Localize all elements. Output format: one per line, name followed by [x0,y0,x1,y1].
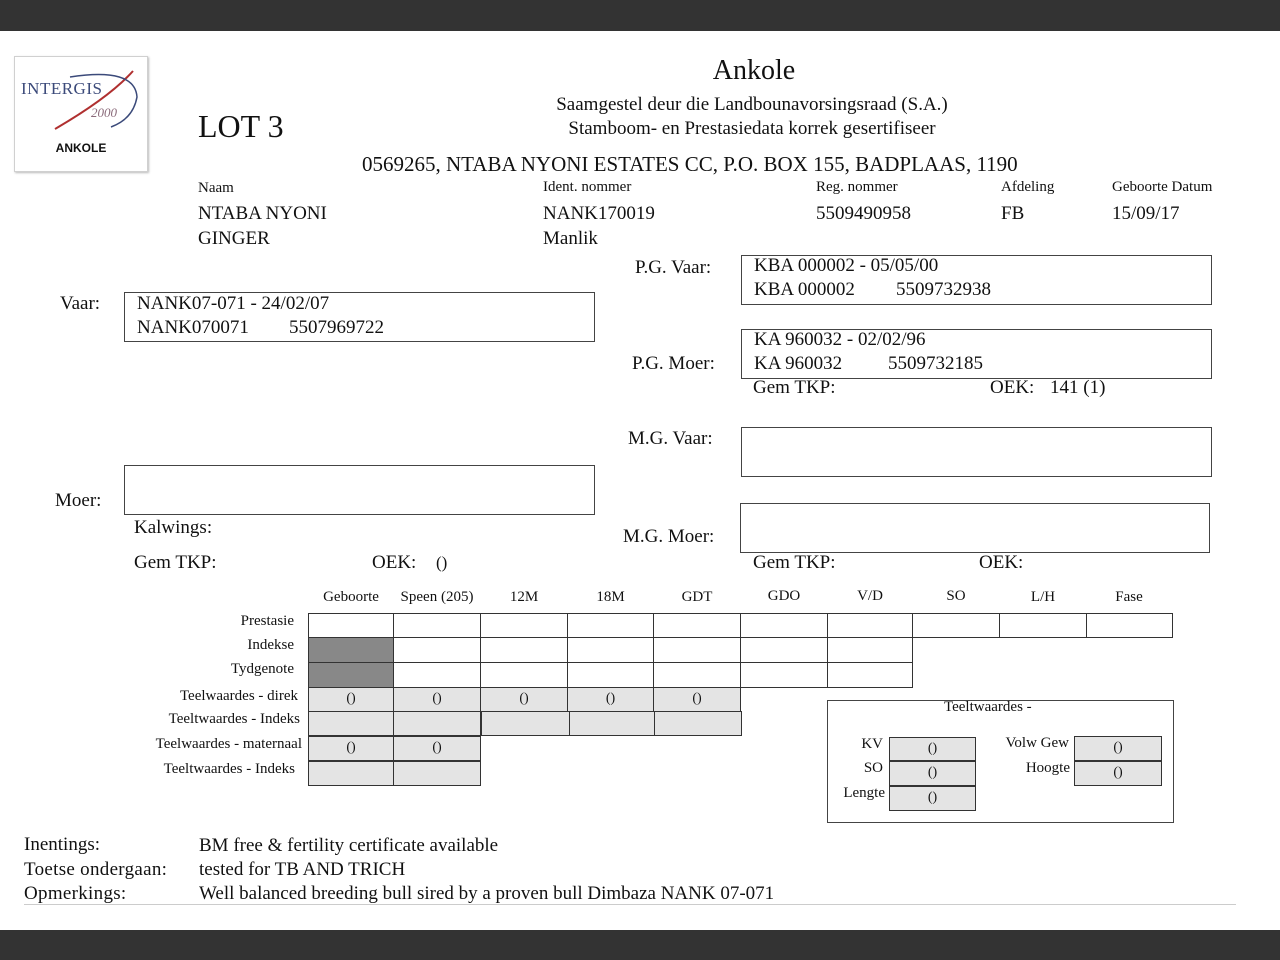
mg-moer-label: M.G. Moer: [623,526,715,547]
lengte-value: () [889,786,976,811]
cell-indeks1-speen [393,711,481,736]
vaar-box [124,292,595,342]
col-header-geboorte: Geboorte [323,589,379,605]
pg-moer-line1: KA 960032 - 02/02/96 [754,329,926,350]
logo-brand-text: INTERGIS [21,79,103,98]
col-header-vd: V/D [857,588,883,604]
cell-indeks1-gdt [654,711,742,736]
cell-maternaal-speen: () [393,736,481,761]
moer-kalwings-label: Kalwings: [134,517,213,538]
row-header-indekse: Indekse [247,637,294,653]
row-header-teelwaardes-maternaal: Teelwaardes - maternaal [155,736,302,752]
pg-moer-box [741,329,1212,379]
logo-year-text: 2000 [91,105,117,120]
pg-moer-gem-tkp-label: Gem TKP: [753,377,836,398]
breed-title: Ankole [712,55,796,86]
pg-vaar-line1: KBA 000002 - 05/05/00 [754,255,939,276]
section-label: Afdeling [1001,179,1055,195]
cell-indekse-geboorte [308,637,394,663]
compiled-by-line: Saamgestel deur die Landbounavorsingsraad (S.A.) [556,94,948,115]
toetse-label: Toetse ondergaan: [24,859,168,880]
volw-gew-label: Volw Gew [1005,735,1069,751]
certified-line: Stamboom- en Prestasiedata korrek gesertifiseer [568,118,936,139]
cell-prestasie-geboorte [308,613,394,638]
row-header-teeltwaardes-indeks-1: Teeltwaardes - Indeks [168,711,300,727]
opmerkings-label: Opmerkings: [24,883,127,904]
cell-direk-geboorte: () [308,687,394,712]
name-label: Naam [198,180,234,196]
owner-line: 0569265, NTABA NYONI ESTATES CC, P.O. BOX 155, BADPLAAS, 1190 [362,152,1018,176]
cell-prestasie-18m [567,613,654,638]
vaar-reg: 5507969722 [289,317,384,338]
moer-oek-value: () [436,553,448,572]
col-header-lh: L/H [1030,589,1056,605]
top-bar [0,0,1280,31]
cell-indeks1-geboorte [308,711,394,736]
col-header-speen: Speen (205) [400,589,474,605]
mg-moer-gem-tkp-label: Gem TKP: [753,552,836,573]
cell-prestasie-gdo [740,613,828,638]
pg-vaar-reg: 5509732938 [896,279,991,300]
sex-value: Manlik [543,228,598,249]
row-header-teelwaardes-direk: Teelwaardes - direk [179,688,298,704]
dob-value: 15/09/17 [1112,203,1180,224]
cell-tydgenote-18m [567,662,654,688]
vaar-label: Vaar: [60,293,101,314]
lot-number: LOT 3 [198,108,284,144]
cell-prestasie-so [912,613,1000,638]
logo-breed-text: ANKOLE [55,141,107,155]
cell-maternaal-geboorte: () [308,736,394,761]
pg-moer-id: KA 960032 [754,353,843,374]
vaar-line1: NANK07-071 - 24/02/07 [137,293,330,314]
cell-prestasie-fase [1086,613,1173,638]
dob-label: Geboorte Datum [1112,179,1213,195]
cell-indekse-speen [393,637,481,663]
mg-vaar-box [741,427,1212,477]
mg-moer-box [740,503,1210,553]
animal-name-line1: NTABA NYONI [198,203,327,224]
cell-prestasie-lh [999,613,1087,638]
col-header-gdt: GDT [681,589,713,605]
so-value: () [889,761,976,786]
cell-direk-18m: () [567,687,654,712]
section-value: FB [1001,203,1025,224]
cell-indeks2-speen [393,761,481,786]
kv-label: KV [861,736,883,752]
hoogte-label: Hoogte [1025,760,1070,776]
cell-direk-gdt: () [653,687,741,712]
col-header-12m: 12M [509,589,539,605]
col-header-fase: Fase [1115,589,1143,605]
opmerkings-value: Well balanced breeding bull sired by a proven bull Dimbaza NANK 07-071 [199,883,775,904]
cell-direk-12m: () [480,687,568,712]
mg-moer-oek-label: OEK: [979,552,1024,573]
moer-label: Moer: [55,490,102,511]
footer-divider [24,904,1236,905]
cell-indekse-gdt [653,637,741,663]
so-label: SO [863,760,883,776]
row-header-teeltwaardes-indeks-2: Teeltwaardes - Indeks [163,761,295,777]
cell-tydgenote-12m [480,662,568,688]
pg-moer-label: P.G. Moer: [632,353,715,374]
cell-direk-speen: () [393,687,481,712]
row-header-tydgenote: Tydgenote [230,661,294,677]
moer-oek-label: OEK: [372,552,417,573]
pg-moer-oek-value: 141 (1) [1050,377,1106,398]
cell-tydgenote-speen [393,662,481,688]
pg-vaar-box [741,255,1212,305]
toetse-value: tested for TB AND TRICH [199,859,406,880]
row-header-prestasie: Prestasie [240,613,294,629]
cell-tydgenote-geboorte [308,662,394,688]
inentings-value: BM free & fertility certificate available [199,835,499,856]
cell-indekse-18m [567,637,654,663]
moer-box [124,465,595,515]
ident-value: NANK170019 [543,203,655,224]
pg-vaar-id: KBA 000002 [754,279,855,300]
cell-indeks2-geboorte [308,761,394,786]
cell-tydgenote-vd [827,662,913,688]
lengte-label: Lengte [843,785,885,801]
pg-moer-reg: 5509732185 [888,353,983,374]
col-header-18m: 18M [596,589,625,605]
cell-indeks1-18m [569,711,655,736]
pg-vaar-label: P.G. Vaar: [635,257,712,278]
cell-tydgenote-gdo [740,662,828,688]
cell-indekse-gdo [740,637,828,663]
col-header-so: SO [946,588,966,604]
cell-prestasie-speen [393,613,481,638]
cell-indeks1-12m [481,711,570,736]
inentings-label: Inentings: [24,834,100,855]
col-header-gdo: GDO [767,588,801,604]
cell-prestasie-gdt [653,613,741,638]
cell-indekse-12m [480,637,568,663]
cell-indekse-vd [827,637,913,663]
kv-value: () [889,737,976,761]
ident-label: Ident. nommer [543,179,632,195]
reg-value: 5509490958 [816,203,911,224]
cell-tydgenote-gdt [653,662,741,688]
bottom-bar [0,930,1280,960]
vaar-id: NANK070071 [137,317,249,338]
mg-vaar-label: M.G. Vaar: [628,428,713,449]
teeltwaardes-title: Teeltwaardes - [944,699,1032,715]
volw-gew-value: () [1074,736,1162,761]
moer-gem-tkp-label: Gem TKP: [134,552,217,573]
cell-prestasie-vd [827,613,913,638]
cell-prestasie-12m [480,613,568,638]
hoogte-value: () [1074,761,1162,786]
pg-moer-oek-label: OEK: [990,377,1035,398]
reg-label: Reg. nommer [816,179,898,195]
animal-name-line2: GINGER [198,228,270,249]
